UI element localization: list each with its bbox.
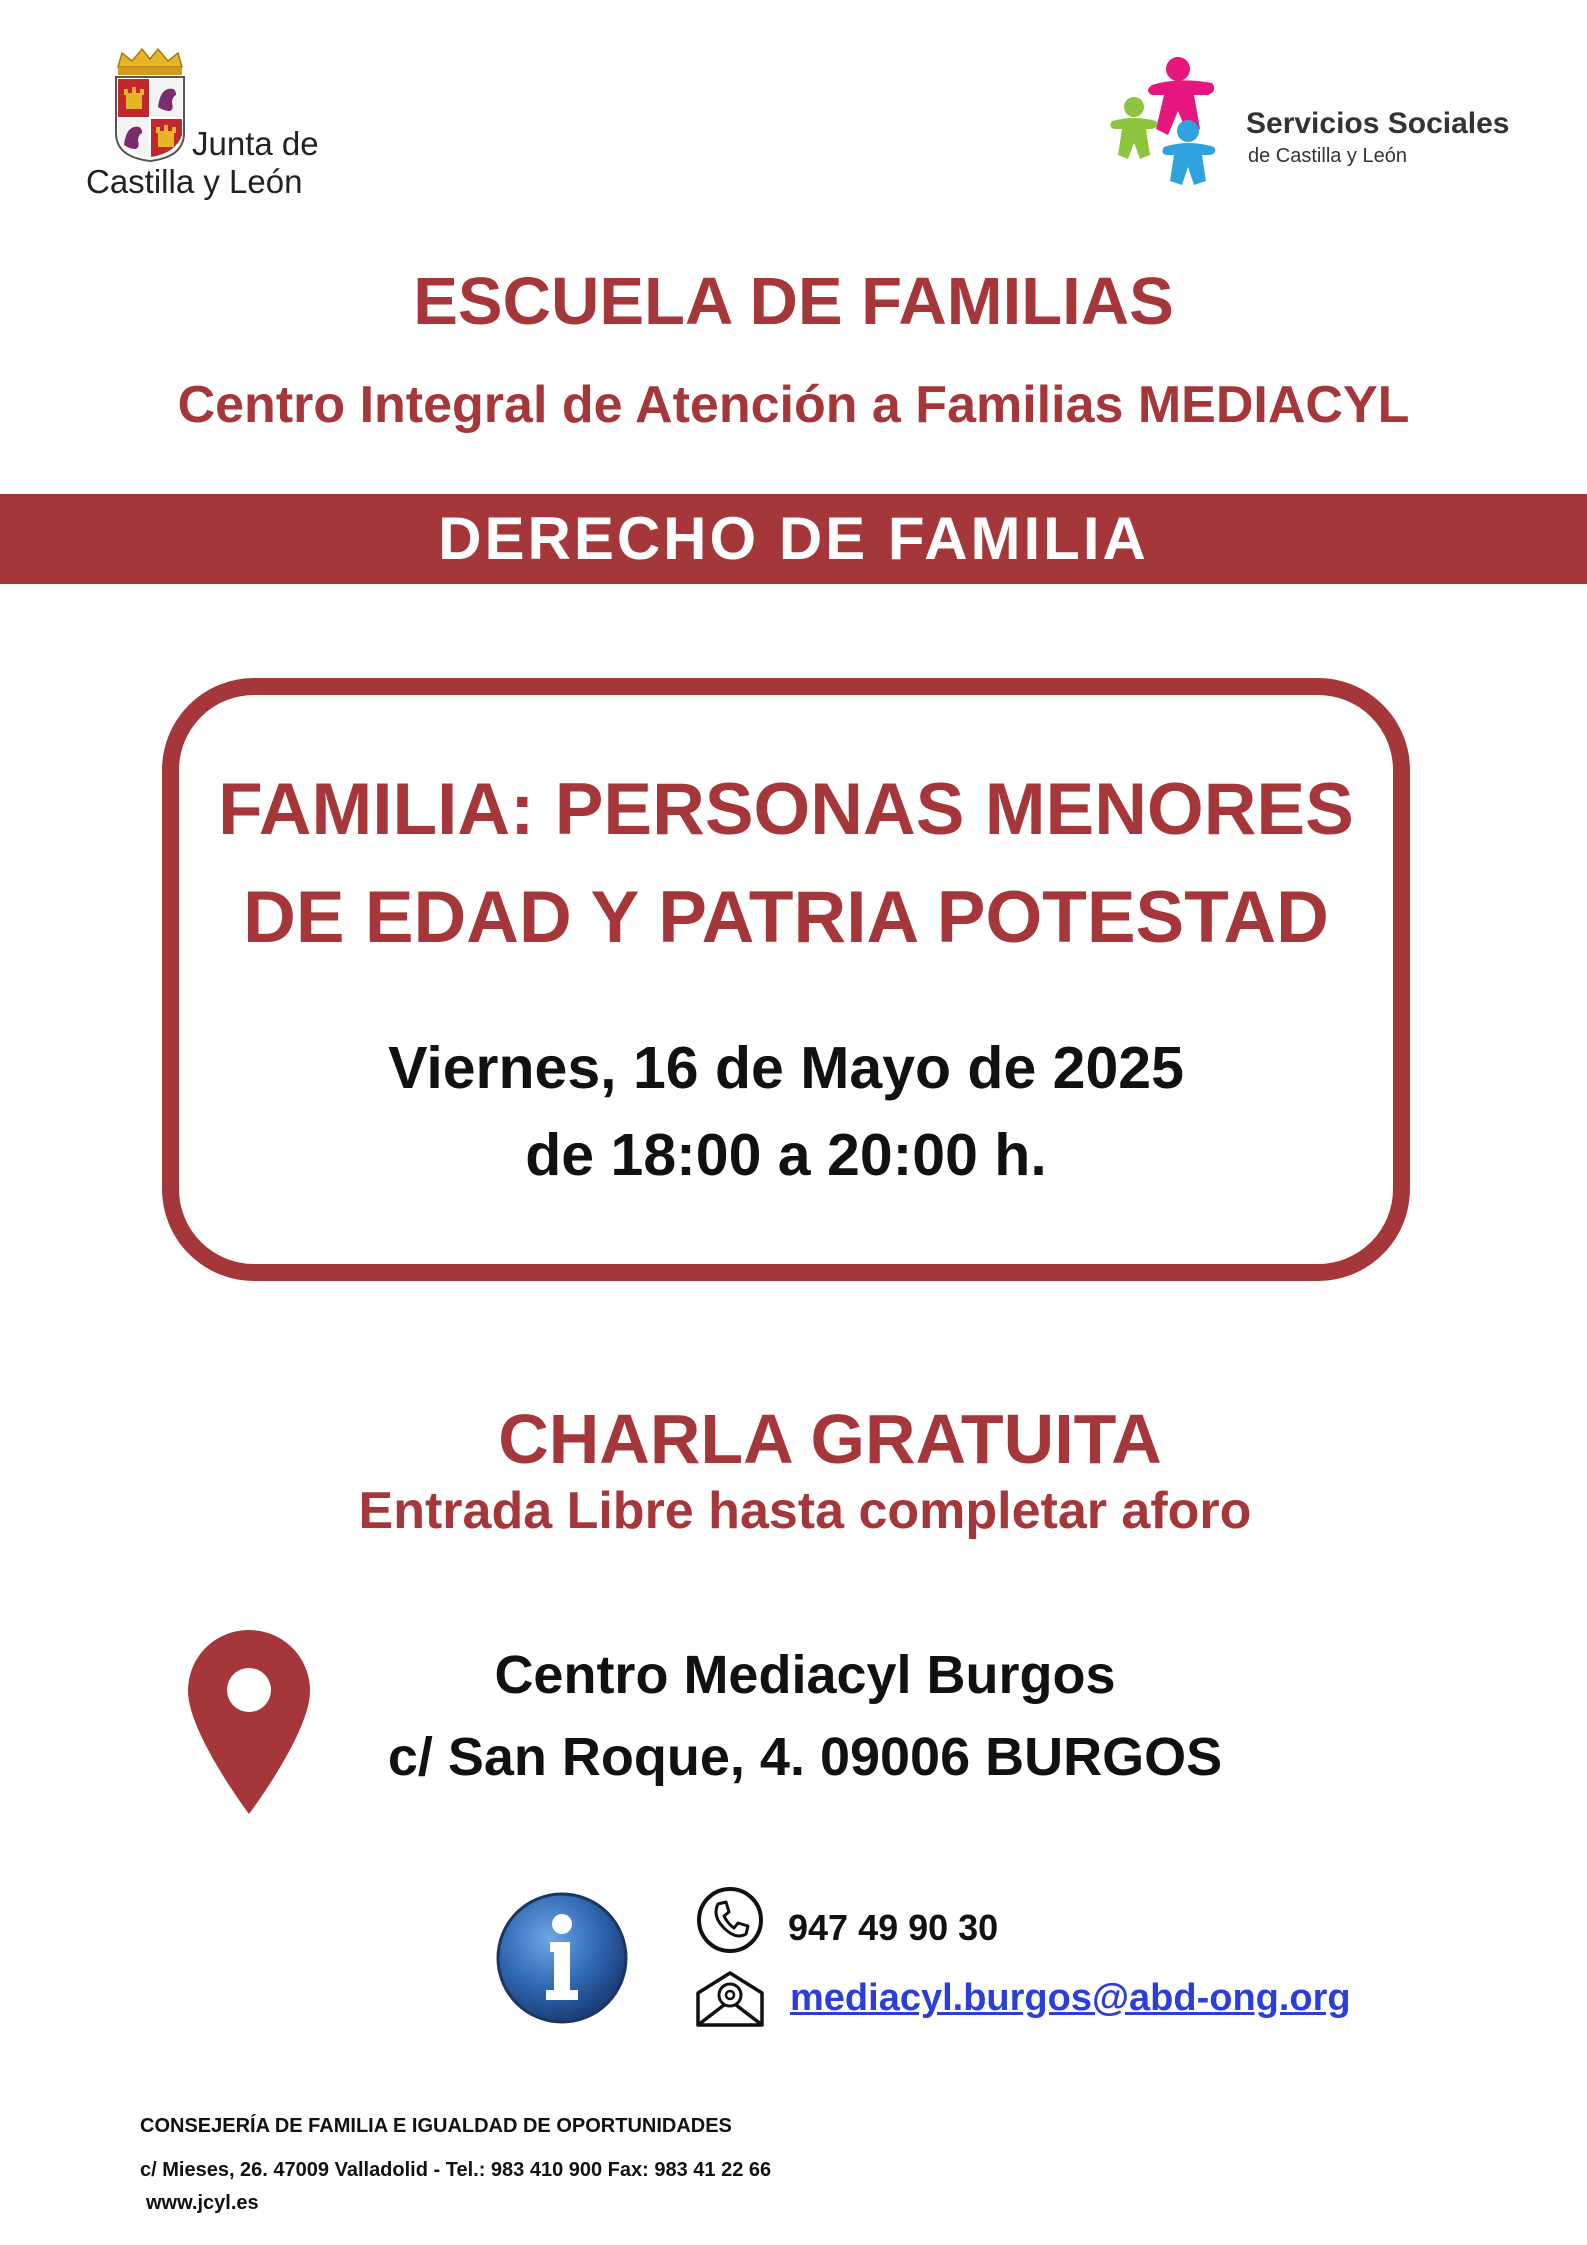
email-link[interactable]: mediacyl.burgos@abd-ong.org xyxy=(790,1977,1351,2019)
email-icon xyxy=(694,1969,766,2029)
phone-number: 947 49 90 30 xyxy=(788,1907,999,1948)
event-title-line1: FAMILIA: PERSONAS MENORES xyxy=(218,769,1354,850)
servicios-sociales-logo xyxy=(1108,55,1508,195)
info-icon xyxy=(494,1890,630,2026)
event-time: de 18:00 a 20:00 h. xyxy=(525,1122,1047,1188)
children-figures-icon xyxy=(1108,55,1248,195)
location-address: c/ San Roque, 4. 09006 BURGOS xyxy=(387,1727,1223,1787)
event-date: Viernes, 16 de Mayo de 2025 xyxy=(388,1035,1184,1101)
event-title-line2: DE EDAD Y PATRIA POTESTAD xyxy=(243,877,1329,958)
jcyl-logo-line1: Junta de xyxy=(192,125,319,162)
footer-address: c/ Mieses, 26. 47009 Valladolid - Tel.: 983 410 900 Fax: 983 41 22 66 xyxy=(140,2159,772,2181)
jcyl-logo xyxy=(80,45,380,215)
section-banner xyxy=(0,494,1587,584)
servicios-sociales-title: Servicios Sociales xyxy=(1246,107,1510,140)
coat-of-arms-icon xyxy=(110,45,190,165)
talk-type: CHARLA GRATUITA xyxy=(498,1400,1162,1478)
footer-department: CONSEJERÍA DE FAMILIA E IGUALDAD DE OPORTUNIDADES xyxy=(140,2115,732,2137)
event-box xyxy=(162,678,1410,1281)
banner-text: DERECHO DE FAMILIA xyxy=(438,505,1149,572)
talk-entry: Entrada Libre hasta completar aforo xyxy=(358,1482,1252,1540)
jcyl-logo-line2: Castilla y León xyxy=(86,163,303,200)
phone-icon xyxy=(696,1886,764,1954)
location-name: Centro Mediacyl Burgos xyxy=(494,1645,1116,1705)
footer-website[interactable]: www.jcyl.es xyxy=(146,2192,259,2214)
center-title: Centro Integral de Atención a Familias MEDIACYL xyxy=(177,376,1410,434)
school-title: ESCUELA DE FAMILIAS xyxy=(413,264,1174,339)
servicios-sociales-subtitle: de Castilla y León xyxy=(1248,145,1407,167)
